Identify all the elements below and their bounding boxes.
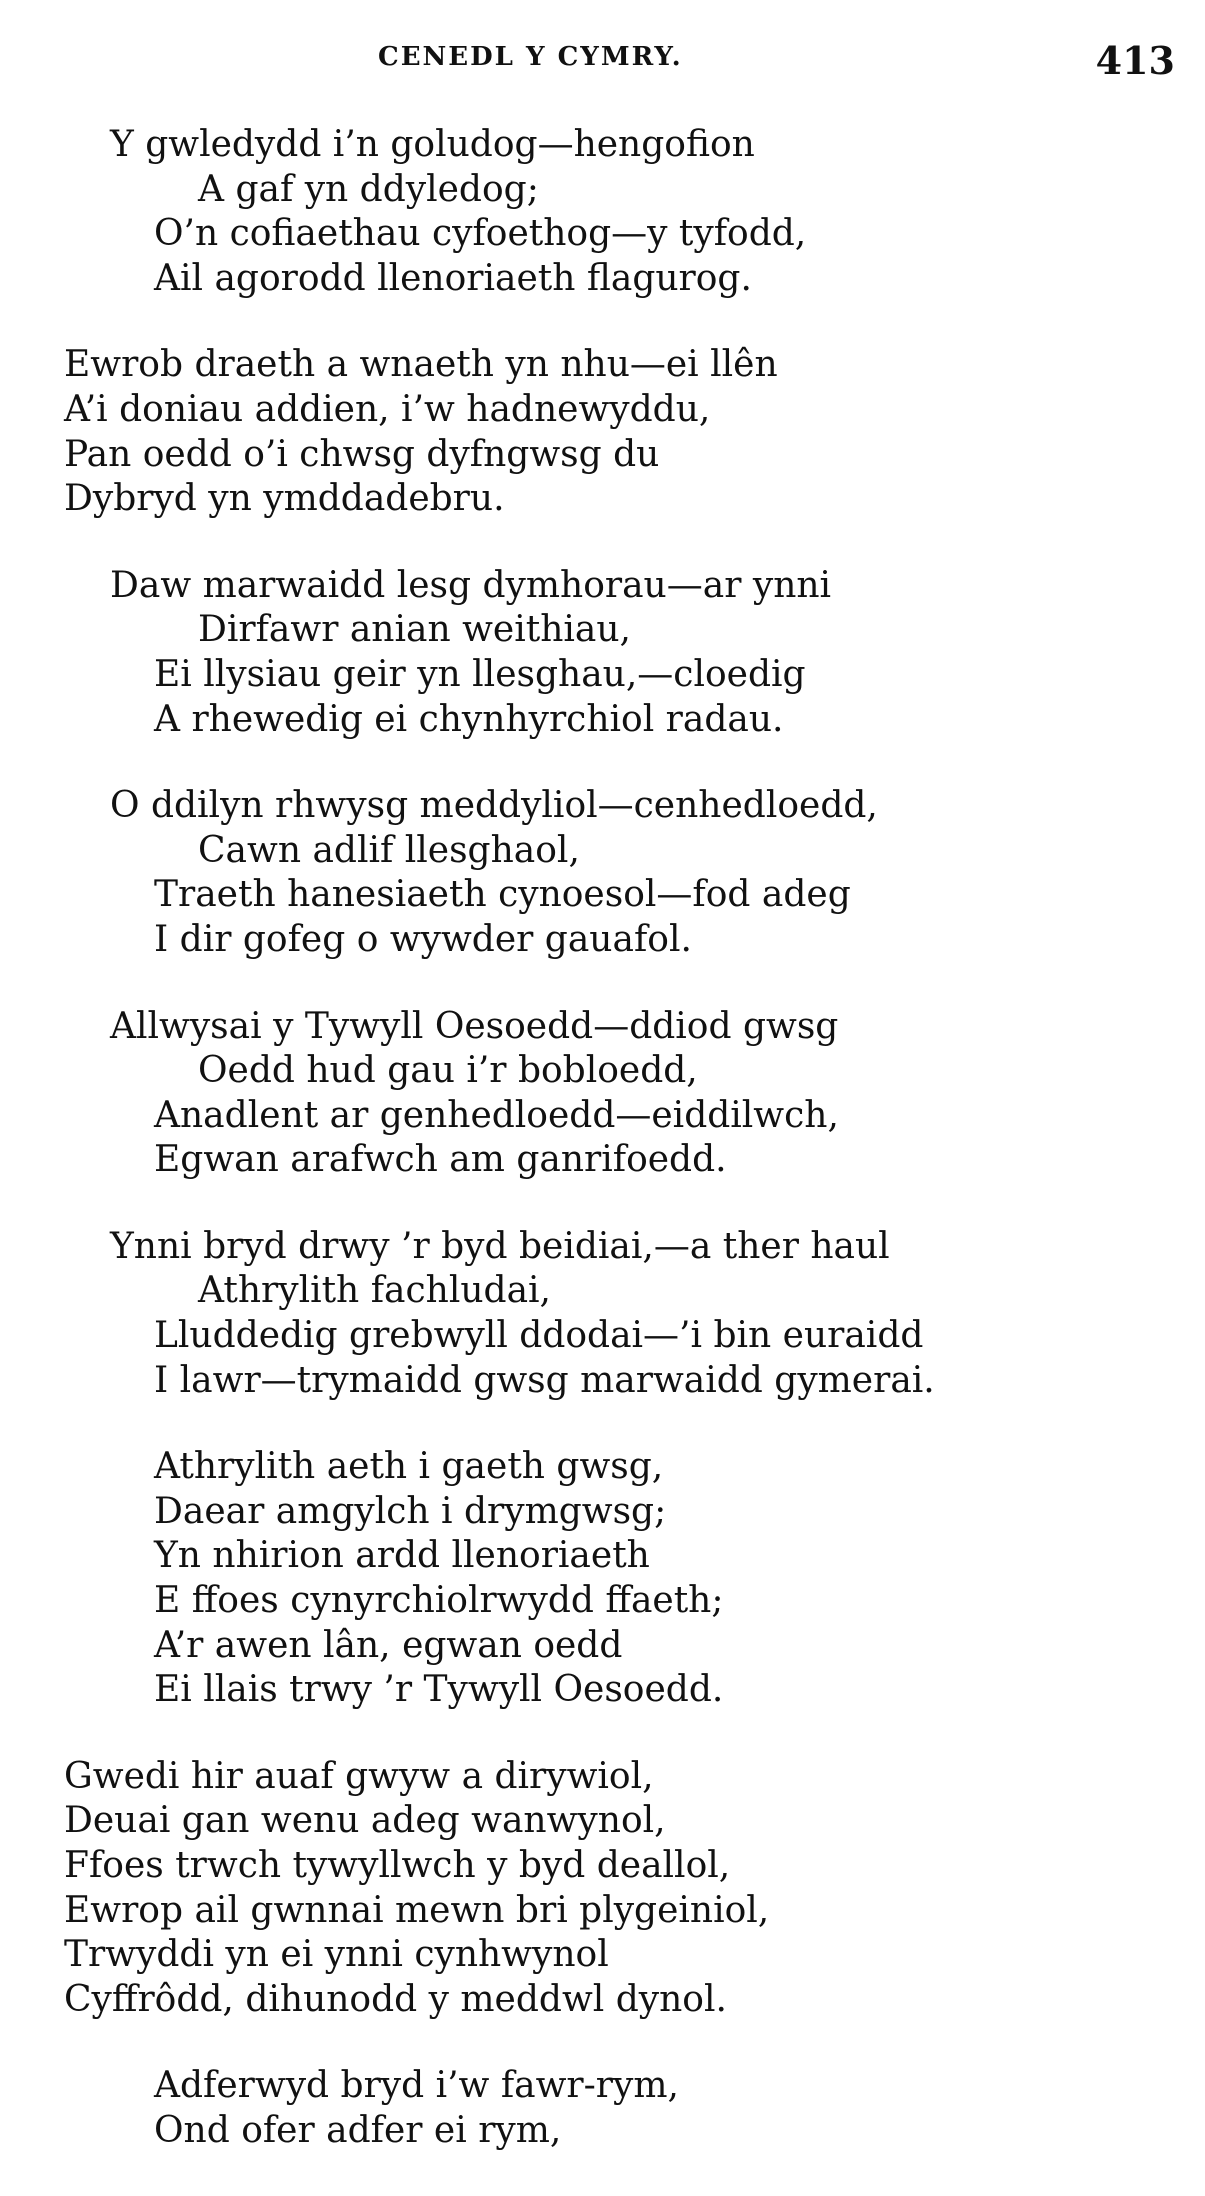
poem-line: Cyffrôdd, dihunodd y meddwl dynol.	[64, 1978, 727, 2020]
stanza-2	[0, 343, 1205, 521]
poem-line: A’i doniau addien, i’w hadnewyddu,	[64, 388, 711, 430]
poem-line: Ewrop ail gwnnai mewn bri plygeiniol,	[64, 1889, 770, 1931]
poem-line: Y gwledydd i’n goludog—hengofion	[110, 124, 755, 165]
poem-line: A’r awen lân, egwan oedd	[154, 1624, 623, 1666]
poem-line: Trwyddi yn ei ynni cynhwynol	[64, 1934, 609, 1976]
poem-line: Dirfawr anian weithiau,	[198, 609, 631, 651]
poem-line: Ail agorodd llenoriaeth flagurog.	[154, 257, 752, 299]
running-title: CENEDL Y CYMRY.	[378, 42, 683, 72]
poem-line: Ffoes trwch tywyllwch y byd deallol,	[64, 1845, 731, 1886]
stanza-7	[0, 1445, 1205, 1713]
poem-line: Gwedi hir auaf gwyw a dirywiol,	[64, 1755, 654, 1797]
poem-line: I lawr—trymaidd gwsg marwaidd gymerai.	[154, 1359, 935, 1401]
poem-line: Adferwyd bryd i’w fawr-rym,	[154, 2065, 679, 2107]
poem-line: Daw marwaidd lesg dymhorau—ar ynni	[110, 564, 832, 606]
page-number: 413	[1095, 38, 1175, 83]
stanza-8	[0, 1755, 1205, 2023]
poem-line: Pan oedd o’i chwsg dyfngwsg du	[64, 433, 660, 475]
poem-line: Daear amgylch i drymgwsg;	[154, 1490, 667, 1532]
poem-line: A rhewedig ei chynhyrchiol radau.	[154, 698, 784, 740]
poem-line: Athrylith aeth i gaeth gwsg,	[154, 1446, 664, 1488]
stanza-3	[0, 564, 1205, 742]
poem-line: Ei llais trwy ’r Tywyll Oesoedd.	[154, 1669, 724, 1711]
poem-line: Lluddedig grebwyll ddodai—’i bin euraidd	[154, 1315, 924, 1357]
poem-line: Anadlent ar genhedloedd—eiddilwch,	[154, 1094, 839, 1136]
poem-line: Egwan arafwch am ganrifoedd.	[154, 1139, 727, 1181]
stanza-9	[0, 2064, 1205, 2153]
poem-line: Yn nhirion ardd llenoriaeth	[154, 1535, 650, 1577]
poem-line: O’n cofiaethau cyfoethog—y tyfodd,	[154, 213, 807, 255]
poem-line: A gaf yn ddyledog;	[198, 168, 539, 210]
poem-line: Cawn adlif llesghaol,	[198, 829, 580, 871]
poem	[0, 123, 1205, 2196]
poem-line: I dir gofeg o wywder gauafol.	[154, 918, 692, 960]
poem-line: Ei llysiau geir yn llesghau,—cloedig	[154, 653, 806, 695]
stanza-6	[0, 1225, 1205, 1403]
stanza-1	[0, 123, 1205, 301]
poem-line: Oedd hud gau i’r bobloedd,	[198, 1050, 698, 1092]
stanza-5	[0, 1005, 1205, 1183]
poem-line: Ewrob draeth a wnaeth yn nhu—ei llên	[64, 344, 778, 386]
poem-line: Deuai gan wenu adeg wanwynol,	[64, 1800, 666, 1842]
poem-line: Traeth hanesiaeth cynoesol—fod adeg	[154, 874, 851, 916]
poem-line: Allwysai y Tywyll Oesoedd—ddiod gwsg	[110, 1005, 839, 1047]
poem-line: Ynni bryd drwy ’r byd beidiai,—a ther haul	[110, 1225, 890, 1267]
poem-line: E ffoes cynyrchiolrwydd ffaeth;	[154, 1580, 724, 1622]
poem-line: O ddilyn rhwysg meddyliol—cenhedloedd,	[110, 785, 878, 827]
running-head	[0, 38, 1205, 83]
poem-line: Athrylith fachludai,	[198, 1270, 551, 1312]
stanza-4	[0, 784, 1205, 962]
poem-line: Ond ofer adfer ei rym,	[154, 2109, 562, 2151]
poem-line: Dybryd yn ymddadebru.	[64, 478, 505, 520]
